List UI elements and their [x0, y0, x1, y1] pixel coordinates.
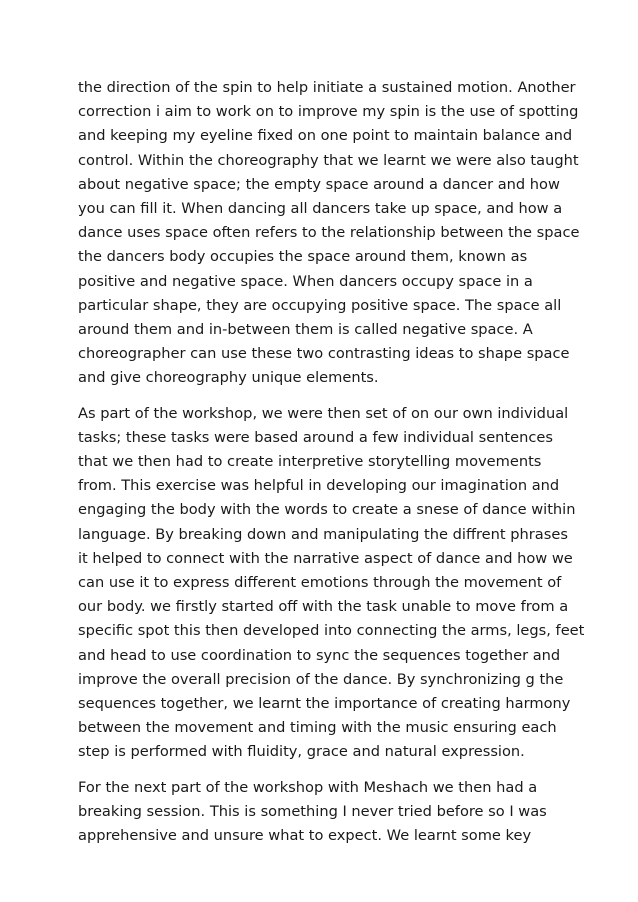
- paragraph-2: [78, 402, 585, 765]
- text-line: it helped to connect with the narrative aspect of dance and how we: [78, 549, 573, 567]
- paragraph-3: [78, 776, 568, 849]
- text-line: language. By breaking down and manipulating the diffrent phrases: [78, 525, 568, 543]
- text-line: the dancers body occupies the space around them, known as: [78, 248, 528, 266]
- text-line: tasks; these tasks were based around a few individual sentences: [78, 428, 553, 446]
- text-line: and head to use coordination to sync the sequences together and: [78, 646, 561, 664]
- text-line: about negative space; the empty space around a dancer and how: [78, 175, 560, 193]
- text-line: As part of the workshop, we were then set of on our own individual: [78, 404, 569, 422]
- paragraph-1: [78, 76, 580, 391]
- text-line: dance uses space often refers to the relationship between the space: [78, 224, 580, 242]
- text-line: positive and negative space. When dancers occupy space in a: [78, 272, 533, 290]
- text-line: engaging the body with the words to create a snese of dance within: [78, 501, 576, 519]
- text-line: the direction of the spin to help initiate a sustained motion. Another: [78, 79, 576, 96]
- text-line: that we then had to create interpretive storytelling movements: [78, 453, 542, 471]
- text-line: can use it to express different emotions through the movement of: [78, 574, 562, 592]
- text-line: improve the overall precision of the dance. By synchronizing g the: [78, 670, 564, 688]
- text-line: you can fill it. When dancing all dancers take up space, and how a: [78, 200, 563, 218]
- text-line: around them and in-between them is called negative space. A: [78, 321, 533, 339]
- text-line: For the next part of the workshop with Meshach we then had a: [78, 778, 538, 796]
- text-line: step is performed with fluidity, grace and natural expression.: [78, 743, 525, 761]
- text-line: correction i aim to work on to improve my spin is the use of spotting: [78, 103, 579, 121]
- text-line: particular shape, they are occupying positive space. The space all: [78, 296, 562, 314]
- text-line: our body. we firstly started off with the task unable to move from a: [78, 598, 569, 616]
- body-text: [78, 76, 585, 859]
- text-line: from. This exercise was helpful in developing our imagination and: [78, 477, 560, 495]
- text-line: breaking session. This is something I never tried before so I was: [78, 802, 547, 820]
- text-line: between the movement and timing with the music ensuring each: [78, 719, 557, 737]
- text-line: control. Within the choreography that we learnt we were also taught: [78, 151, 579, 169]
- text-line: specific spot this then developed into connecting the arms, legs, feet: [78, 622, 585, 640]
- text-line: apprehensive and unsure what to expect. We learnt some key: [78, 827, 532, 845]
- text-line: and give choreography unique elements.: [78, 369, 379, 387]
- text-line: choreographer can use these two contrasting ideas to shape space: [78, 345, 570, 363]
- text-line: and keeping my eyeline fixed on one point to maintain balance and: [78, 127, 573, 145]
- text-line: sequences together, we learnt the importance of creating harmony: [78, 695, 571, 713]
